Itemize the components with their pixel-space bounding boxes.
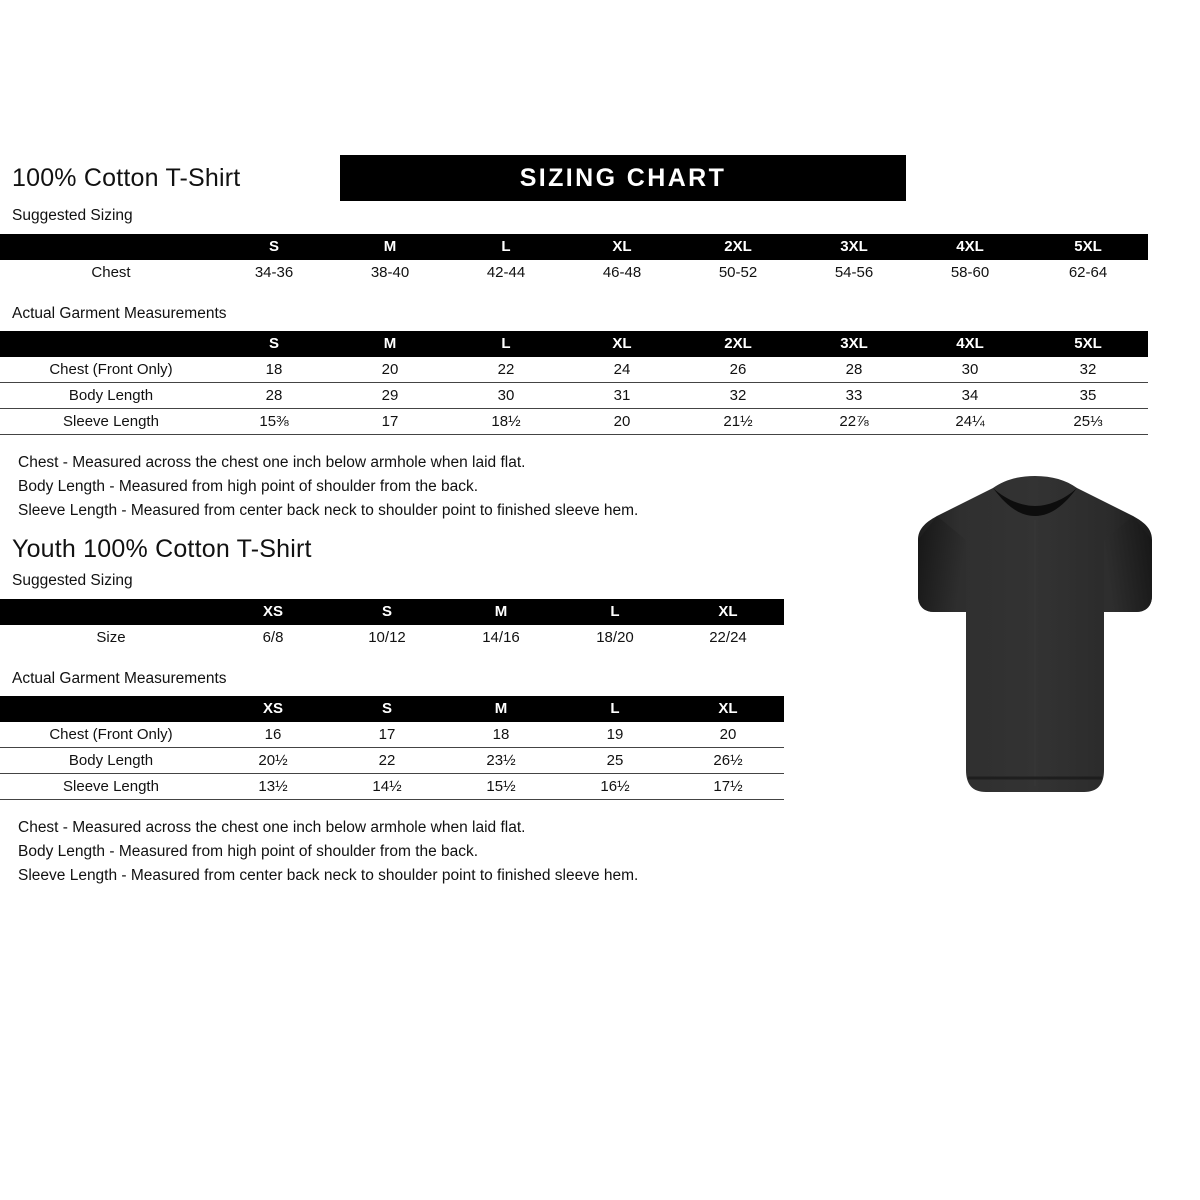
col-header-l: L xyxy=(610,602,620,620)
row-label-chest-front-only: Chest (Front Only) xyxy=(0,722,216,748)
sizing-chart-banner xyxy=(340,155,906,201)
cell-chest-2xl: 50-52 xyxy=(718,263,758,281)
cell-chest-m: 38-40 xyxy=(370,263,410,281)
cell-sleevelength-s: 15⅜ xyxy=(216,409,332,435)
col-header-4xl: 4XL xyxy=(956,237,984,255)
col-header-3xl: 3XL xyxy=(840,335,868,353)
cell-chestfront-xs: 16 xyxy=(216,722,330,748)
col-header-m: M xyxy=(383,335,397,353)
cell-size-xs: 6/8 xyxy=(262,628,284,646)
youth-suggested-sizing-label: Suggested Sizing xyxy=(12,572,133,590)
col-header-5xl: 5XL xyxy=(1074,335,1102,353)
col-header-xl: XL xyxy=(718,700,738,718)
adult-note-chest: Chest - Measured across the chest one inch below armhole when laid flat. xyxy=(18,454,526,472)
adult-note-body-length: Body Length - Measured from high point of shoulder from the back. xyxy=(18,478,479,496)
col-header-2xl: 2XL xyxy=(724,237,752,255)
cell-sleevelength-l: 18½ xyxy=(448,409,564,435)
row-label-sleeve-length: Sleeve Length xyxy=(0,409,216,435)
col-header-l: L xyxy=(501,335,511,353)
cell-bodylength-m: 29 xyxy=(332,383,448,409)
cell-sleevelength-xs: 13½ xyxy=(216,774,330,800)
cell-size-xl: 22/24 xyxy=(709,628,747,646)
cell-size-m: 14/16 xyxy=(482,628,520,646)
cell-bodylength-l: 25 xyxy=(558,748,672,774)
col-header-label xyxy=(0,331,216,357)
table-row xyxy=(0,357,1148,383)
row-label-chest-front-only: Chest (Front Only) xyxy=(0,357,216,383)
cell-sleevelength-2xl: 21½ xyxy=(680,409,796,435)
cell-chestfront-xl: 24 xyxy=(564,357,680,383)
col-header-3xl: 3XL xyxy=(840,237,868,255)
cell-bodylength-m: 23½ xyxy=(444,748,558,774)
row-label-sleeve-length: Sleeve Length xyxy=(0,774,216,800)
adult-header-row xyxy=(12,155,1200,207)
cell-sleevelength-5xl: 25⅓ xyxy=(1028,409,1148,435)
cell-bodylength-4xl: 34 xyxy=(912,383,1028,409)
col-header-s: S xyxy=(381,602,392,620)
row-label-size: Size xyxy=(96,628,126,646)
cell-chestfront-s: 18 xyxy=(216,357,332,383)
table-row xyxy=(0,774,784,800)
row-label-body-length: Body Length xyxy=(0,748,216,774)
col-header-m: M xyxy=(494,602,508,620)
cell-sleevelength-m: 15½ xyxy=(444,774,558,800)
col-header-s: S xyxy=(268,335,279,353)
cell-chest-5xl: 62-64 xyxy=(1068,263,1108,281)
cell-bodylength-xl: 26½ xyxy=(672,748,784,774)
cell-bodylength-xs: 20½ xyxy=(216,748,330,774)
table-header-row xyxy=(0,234,1148,260)
youth-actual-measurements-label: Actual Garment Measurements xyxy=(12,669,227,687)
youth-actual-measurements-table xyxy=(0,696,784,800)
cell-chestfront-2xl: 26 xyxy=(680,357,796,383)
cell-sleevelength-l: 16½ xyxy=(558,774,672,800)
adult-actual-measurements-label: Actual Garment Measurements xyxy=(12,304,227,322)
cell-chest-s: 34-36 xyxy=(254,263,294,281)
adult-suggested-sizing-table xyxy=(0,234,1148,285)
col-header-xs: XS xyxy=(262,602,283,620)
youth-section-title: Youth 100% Cotton T-Shirt xyxy=(12,535,312,564)
col-header-s: S xyxy=(381,700,392,718)
cell-chest-l: 42-44 xyxy=(486,263,526,281)
table-row xyxy=(0,383,1148,409)
cell-bodylength-l: 30 xyxy=(448,383,564,409)
cell-chest-4xl: 58-60 xyxy=(950,263,990,281)
product-image xyxy=(890,470,1180,810)
col-header-xl: XL xyxy=(612,335,632,353)
col-header-label xyxy=(0,696,216,722)
table-row xyxy=(0,260,1148,285)
cell-bodylength-3xl: 33 xyxy=(796,383,912,409)
cell-chestfront-4xl: 30 xyxy=(912,357,1028,383)
cell-sleevelength-4xl: 24¼ xyxy=(912,409,1028,435)
col-header-m: M xyxy=(494,700,508,718)
cell-chestfront-m: 20 xyxy=(332,357,448,383)
table-header-row xyxy=(0,599,784,625)
cell-sleevelength-3xl: 22⅞ xyxy=(796,409,912,435)
cell-bodylength-2xl: 32 xyxy=(680,383,796,409)
col-header-l: L xyxy=(501,237,511,255)
cell-sleevelength-s: 14½ xyxy=(330,774,444,800)
cell-bodylength-xl: 31 xyxy=(564,383,680,409)
col-header-m: M xyxy=(383,237,397,255)
table-header-row xyxy=(0,331,1148,357)
cell-chestfront-xl: 20 xyxy=(672,722,784,748)
col-header-xl: XL xyxy=(718,602,738,620)
col-header-label xyxy=(0,599,216,625)
page-title: 100% Cotton T-Shirt xyxy=(12,164,241,192)
cell-chestfront-l: 19 xyxy=(558,722,672,748)
sizing-chart-banner-label: SIZING CHART xyxy=(519,164,727,192)
cell-size-s: 10/12 xyxy=(368,628,406,646)
table-row xyxy=(0,409,1148,435)
cell-chest-xl: 46-48 xyxy=(602,263,642,281)
cell-sleevelength-m: 17 xyxy=(332,409,448,435)
col-header-2xl: 2XL xyxy=(724,335,752,353)
cell-bodylength-s: 22 xyxy=(330,748,444,774)
youth-note-body-length: Body Length - Measured from high point of shoulder from the back. xyxy=(18,843,479,861)
adult-suggested-sizing-label: Suggested Sizing xyxy=(12,207,133,224)
table-header-row xyxy=(0,696,784,722)
col-header-l: L xyxy=(610,700,620,718)
adult-note-sleeve-length: Sleeve Length - Measured from center back neck to shoulder point to finished sleeve hem. xyxy=(18,502,639,520)
table-row xyxy=(0,722,784,748)
col-header-xs: XS xyxy=(262,700,283,718)
cell-chestfront-3xl: 28 xyxy=(796,357,912,383)
table-row xyxy=(0,625,784,650)
row-label-body-length: Body Length xyxy=(0,383,216,409)
cell-sleevelength-xl: 17½ xyxy=(672,774,784,800)
cell-bodylength-5xl: 35 xyxy=(1028,383,1148,409)
col-header-xl: XL xyxy=(612,237,632,255)
cell-bodylength-s: 28 xyxy=(216,383,332,409)
row-label-chest: Chest xyxy=(91,263,131,281)
cell-chestfront-l: 22 xyxy=(448,357,564,383)
youth-note-sleeve-length: Sleeve Length - Measured from center back neck to shoulder point to finished sleeve hem. xyxy=(18,867,639,885)
cell-chest-3xl: 54-56 xyxy=(834,263,874,281)
table-row xyxy=(0,748,784,774)
adult-actual-measurements-table xyxy=(0,331,1148,435)
col-header-5xl: 5XL xyxy=(1074,237,1102,255)
col-header-label xyxy=(0,234,216,260)
youth-note-chest: Chest - Measured across the chest one inch below armhole when laid flat. xyxy=(18,819,526,837)
cell-chestfront-s: 17 xyxy=(330,722,444,748)
cell-chestfront-m: 18 xyxy=(444,722,558,748)
cell-size-l: 18/20 xyxy=(596,628,634,646)
cell-sleevelength-xl: 20 xyxy=(564,409,680,435)
col-header-4xl: 4XL xyxy=(956,335,984,353)
col-header-s: S xyxy=(268,237,279,255)
cell-chestfront-5xl: 32 xyxy=(1028,357,1148,383)
black-t-shirt-icon xyxy=(890,470,1180,810)
youth-suggested-sizing-table xyxy=(0,599,784,650)
